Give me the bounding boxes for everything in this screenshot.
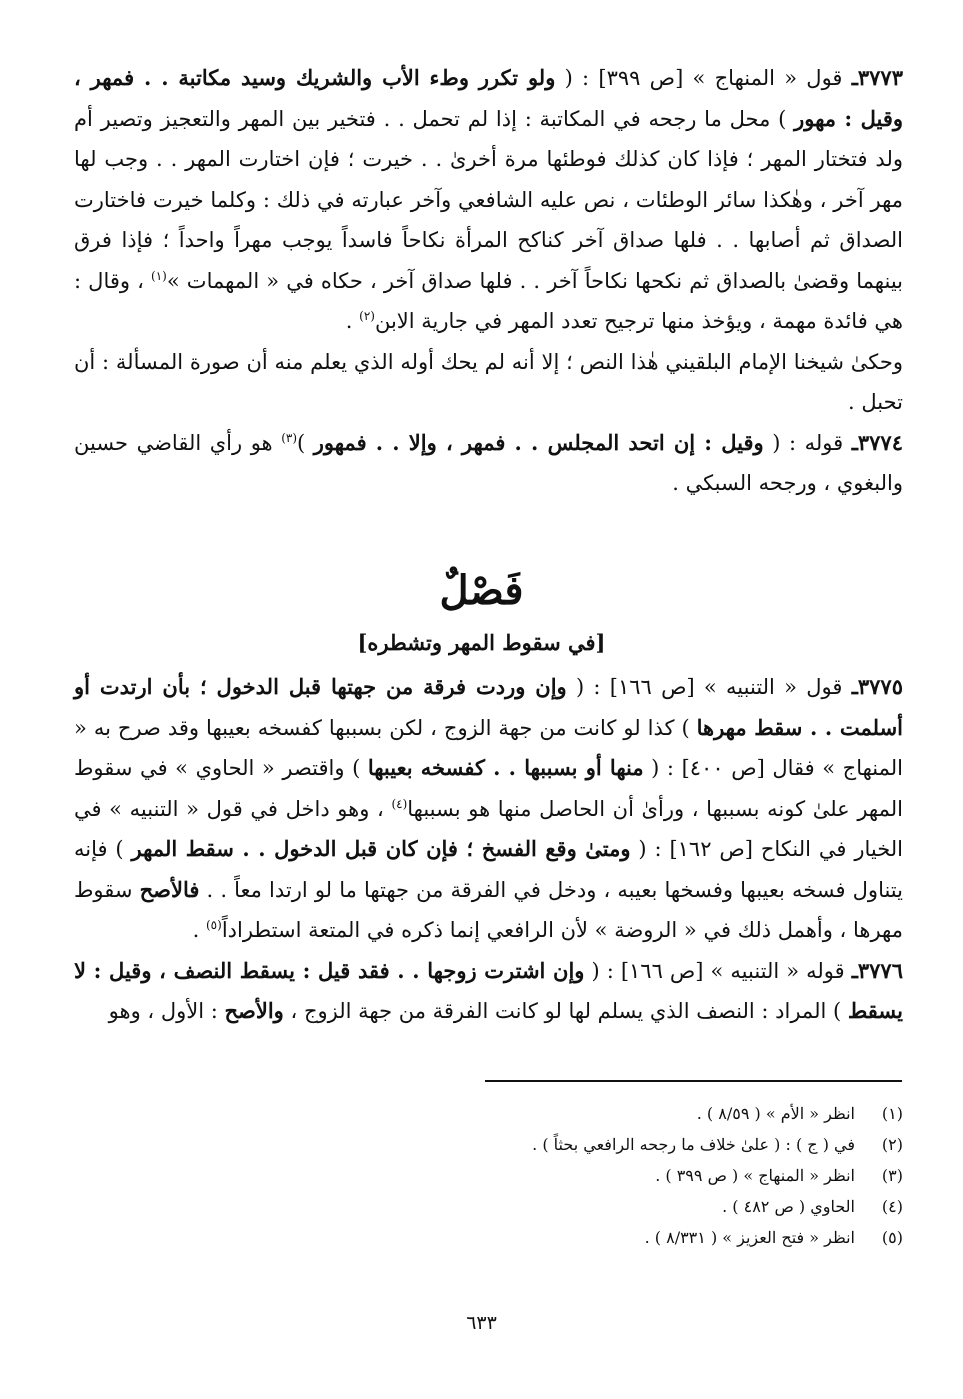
footnote-number: (١) <box>881 1104 903 1123</box>
text-span: ) كذا لو كانت من جهة الزوج ، لكن بسببها كفسخه بعيبها وقد صرح به « المنهاج » فقال [ص ٤٠٠] : ( <box>74 715 904 780</box>
footnotes <box>123 1098 903 1253</box>
text-span: ، وهو داخل في قول « التنبيه » في الخيار في النكاح [ص ١٦٢] : ( <box>74 796 903 861</box>
text-span: ) <box>297 430 314 455</box>
footnote-text: في ( ج ) : ( علىٰ خلاف ما رجحه الرافعي بحثاً ) . <box>532 1135 855 1154</box>
text-span: قول « التنبيه » [ص ١٦٦] : ( <box>566 675 852 699</box>
page-number: ٦٣٣ <box>466 1312 497 1334</box>
paragraph-3776 <box>74 951 903 1032</box>
footnote-ref: (٤) <box>391 796 408 811</box>
entry-number: ٣٧٧٤ـ <box>851 429 903 455</box>
main-text-upper <box>74 58 903 504</box>
text-span: ) المراد : النصف الذي يسلم لها لو كانت الفرقة من جهة الزوج ، <box>283 999 848 1023</box>
text-span: ) فإنه يتناول فسخه بعيبها وفسخها بعيبه ، ودخل في الفرقة من جهتها ما لو ارتدا معاً . . <box>74 837 903 902</box>
text-span: قول « المنهاج » [ص ٣٩٩] : ( <box>555 66 852 90</box>
footnote-number: (٥) <box>881 1228 903 1247</box>
paragraph-3775 <box>74 667 903 951</box>
footnote <box>123 1129 903 1160</box>
quoted-text: فالأصح <box>139 876 200 902</box>
footnote-number: (٤) <box>881 1197 903 1216</box>
footnote-number: (٢) <box>881 1135 903 1154</box>
paragraph-3773 <box>74 58 903 342</box>
footnote-text: انظر « الأم » ( ٨/٥٩ ) . <box>696 1104 855 1123</box>
quoted-text: منها أو بسببها . . كفسخه بعيبها <box>367 755 644 780</box>
quoted-text: والأصح <box>224 998 284 1023</box>
text-span: ) محل ما رجحه في المكاتبة : إذا لم تحمل . . فتخير بين المهر والتعجيز وتصير أم ولد فتختار المهر ؛ فإذا كان كذلك فوطئها مرة أخرىٰ . . خيرت ؛ فإن اختارت المهر . . وجب لها مهر آخر ، وهٰكذا سائر الوطئات ، نص عليه الشافعي وآخر عبارته في ذلك : وكلما خيرت فاختارت الصداق ثم أصابها . . فلها صداق آخر كناكح المرأة نكاحاً فاسداً يوجب مهراً واحداً ؛ فإذا فرق بينهما وقضىٰ بالصداق ثم نكحها نكاحاً آخر . . فلها صداق آخر ، حكاه في « المهمات » <box>74 106 903 293</box>
text-span: هو رأي القاضي حسين والبغوي ، ورجحه السبكي . <box>74 430 903 495</box>
footnote-text: انظر « المنهاج » ( ص ٣٩٩ ) . <box>655 1166 855 1185</box>
footnote-divider <box>485 1080 902 1082</box>
entry-number: ٣٧٧٣ـ <box>851 65 903 90</box>
text-span: : الأول ، وهو <box>108 999 225 1023</box>
paragraph-3774 <box>74 423 903 504</box>
quoted-text: وإن وردت فرقة من جهتها قبل الدخول ؛ بأن ارتدت أو أسلمت . . سقط مهرها <box>74 674 903 740</box>
footnote-number: (٣) <box>881 1166 903 1185</box>
entry-number: ٣٧٧٥ـ <box>851 674 903 699</box>
footnote-text: الحاوي ( ص ٤٨٢ ) . <box>722 1197 855 1216</box>
section-title: [في سقوط المهر وتشطره] <box>357 630 606 655</box>
entry-number: ٣٧٧٦ـ <box>851 957 903 983</box>
quoted-text: وإن اشترت زوجها . . فقد قيل : يسقط النصف ، وقيل : لا يسقط <box>74 957 903 1023</box>
text-span: ، وقال : هي فائدة مهمة ، ويؤخذ منها ترجيح تعدد المهر في جارية الابن <box>74 268 903 333</box>
footnote-ref: (٥) <box>205 918 222 932</box>
text-span: . <box>192 918 206 942</box>
footnote <box>123 1191 903 1222</box>
footnote-ref: (٣) <box>281 430 298 445</box>
footnote-ref: (١) <box>151 268 167 283</box>
footnote-text: انظر « فتح العزيز » ( ٨/٣٣١ ) . <box>644 1228 855 1247</box>
quoted-text: ولو تكرر وطء الأب والشريك وسيد مكاتبة . . فمهر ، وقيل : مهور <box>74 65 903 131</box>
section-ornament: فَصْلٌ <box>439 567 524 614</box>
footnote <box>123 1160 903 1191</box>
paragraph-bulqini: وحكىٰ شيخنا الإمام البلقيني هٰذا النص ؛ إلا أنه لم يحك أوله الذي يعلم منه أن صورة المسألة : أن تحبل . <box>74 349 903 414</box>
quoted-text: وقيل : إن اتحد المجلس . . فمهر ، وإلا . . فمهور <box>313 429 764 455</box>
text-span: سقوط مهرها ، وأهمل ذلك في « الروضة » لأن الرافعي إنما ذكره في المتعة استطراداً <box>74 877 903 942</box>
main-text-lower <box>74 667 903 1032</box>
text-span: قوله : ( <box>763 430 852 455</box>
text-span: . <box>345 309 360 333</box>
text-span: قوله « التنبيه » [ص ١٦٦] : ( <box>584 958 852 983</box>
footnote <box>123 1098 903 1129</box>
footnote <box>123 1222 903 1253</box>
quoted-text: ومتىٰ وقع الفسخ ؛ فإن كان قبل الدخول . . سقط المهر <box>131 836 631 861</box>
text-span: ) واقتصر « الحاوي » في سقوط المهر علىٰ كونه بسببها ، ورأىٰ أن الحاصل منها هو بسببها <box>74 756 903 821</box>
footnote-ref: (٢) <box>359 309 375 323</box>
